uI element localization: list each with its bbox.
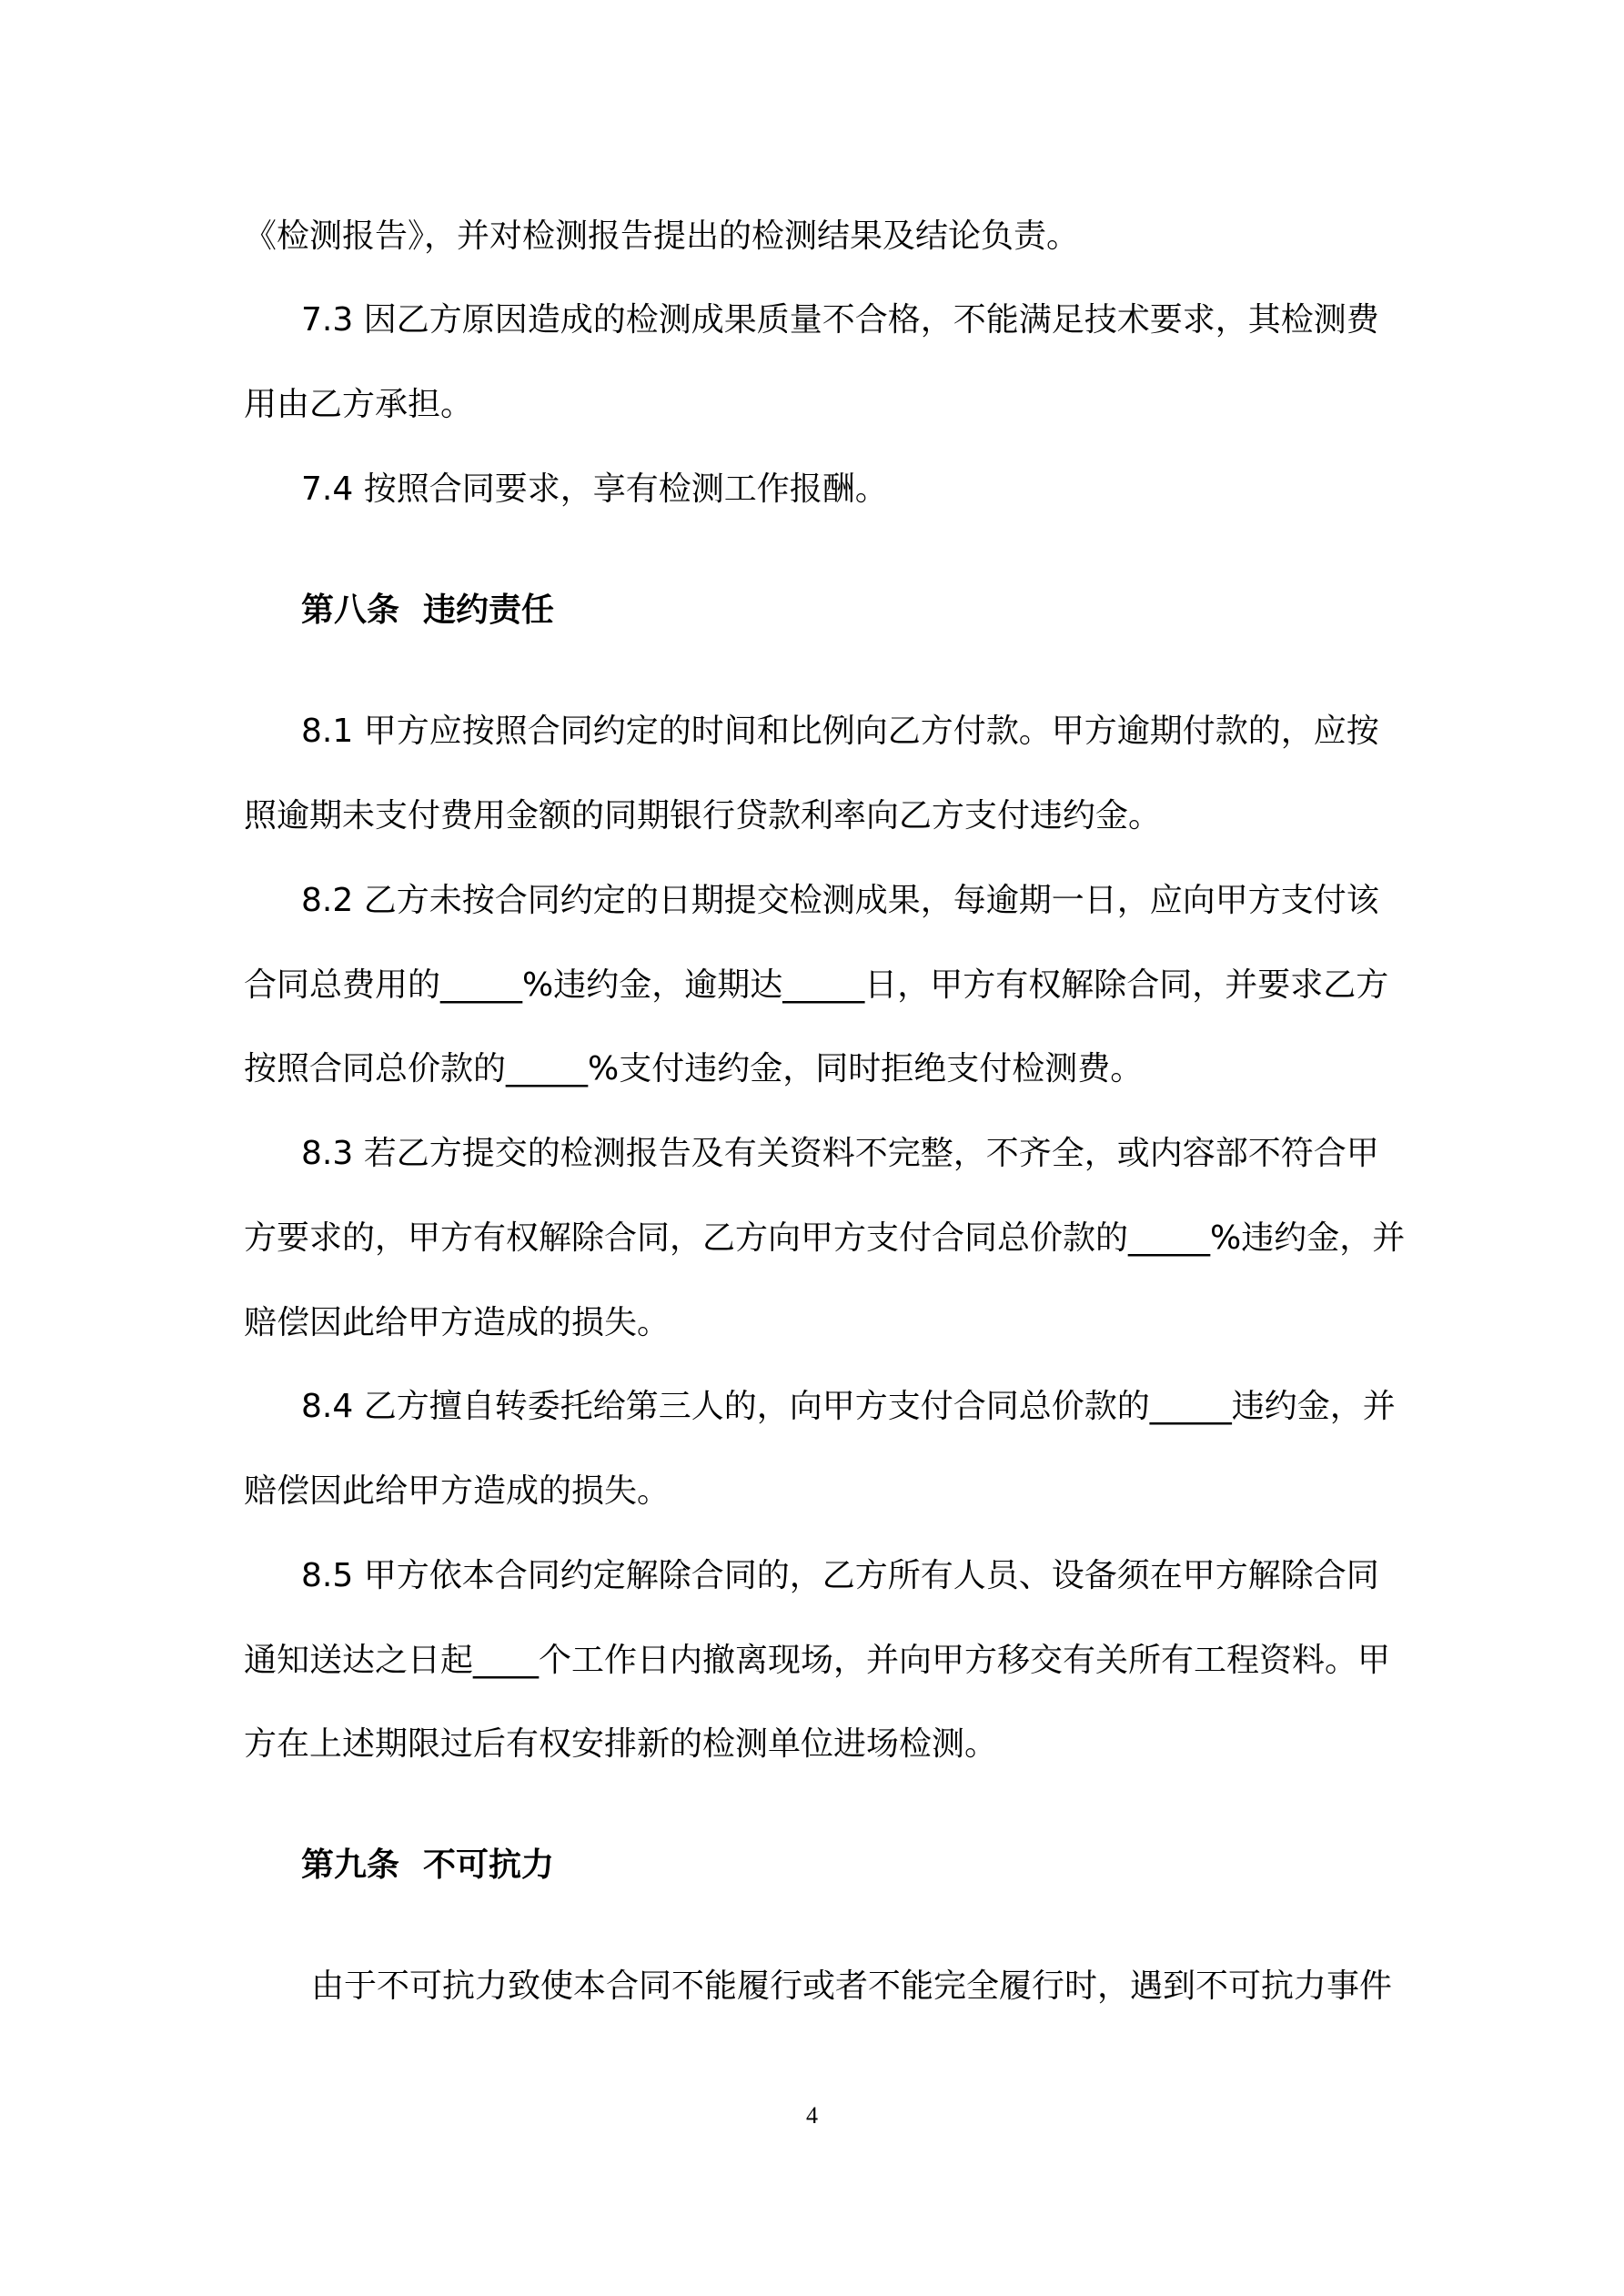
- article-9-paragraph-line-1: 由于不可抗力致使本合同不能履行或者不能完全履行时，遇到不可抗力事件: [311, 1967, 1393, 2005]
- clause-7-3-line-1: 7.3 因乙方原因造成的检测成果质量不合格，不能满足技术要求，其检测费: [301, 301, 1379, 339]
- paragraph-line-report-responsibility: 《检测报告》，并对检测报告提出的检测结果及结论负责。: [244, 217, 1080, 255]
- clause-8-1-line-2: 照逾期未支付费用金额的同期银行贷款利率向乙方支付违约金。: [244, 797, 1162, 834]
- clause-8-5-line-1: 8.5 甲方依本合同约定解除合同的，乙方所有人员、设备须在甲方解除合同: [301, 1557, 1379, 1594]
- article-8-heading: [301, 591, 554, 631]
- article-9-heading: [301, 1846, 554, 1886]
- clause-8-2-line-3: 按照合同总价款的_____%支付违约金，同时拒绝支付检测费。: [244, 1050, 1144, 1087]
- clause-8-2-line-1: 8.2 乙方未按合同约定的日期提交检测成果，每逾期一日，应向甲方支付该: [301, 882, 1379, 919]
- article-9-title: 不可抗力: [423, 1846, 555, 1884]
- clause-8-5-line-3: 方在上述期限过后有权安排新的检测单位进场检测。: [244, 1725, 998, 1763]
- page-number: 4: [806, 2102, 818, 2129]
- article-8-title: 违约责任: [423, 592, 555, 629]
- clause-8-5-line-2: 通知送达之日起____个工作日内撤离现场，并向甲方移交有关所有工程资料。甲: [244, 1642, 1391, 1679]
- article-9-number: 第九条: [301, 1846, 400, 1884]
- clause-8-2-line-2: 合同总费用的_____%违约金，逾期达_____日，甲方有权解除合同，并要求乙方: [244, 966, 1389, 1004]
- article-8-number: 第八条: [301, 592, 400, 629]
- clause-8-4-line-1: 8.4 乙方擅自转委托给第三人的，向甲方支付合同总价款的_____违约金，并: [301, 1388, 1396, 1425]
- clause-7-3-line-2: 用由乙方承担。: [244, 386, 474, 423]
- clause-7-4: 7.4 按照合同要求，享有检测工作报酬。: [301, 470, 888, 508]
- clause-8-4-line-2: 赔偿因此给甲方造成的损失。: [244, 1472, 671, 1510]
- clause-8-3-line-1: 8.3 若乙方提交的检测报告及有关资料不完整，不齐全，或内容部不符合甲: [301, 1135, 1379, 1172]
- clause-8-3-line-3: 赔偿因此给甲方造成的损失。: [244, 1304, 671, 1341]
- clause-8-1-line-1: 8.1 甲方应按照合同约定的时间和比例向乙方付款。甲方逾期付款的，应按: [301, 713, 1379, 750]
- clause-8-3-line-2: 方要求的，甲方有权解除合同，乙方向甲方支付合同总价款的_____%违约金，并: [244, 1219, 1406, 1257]
